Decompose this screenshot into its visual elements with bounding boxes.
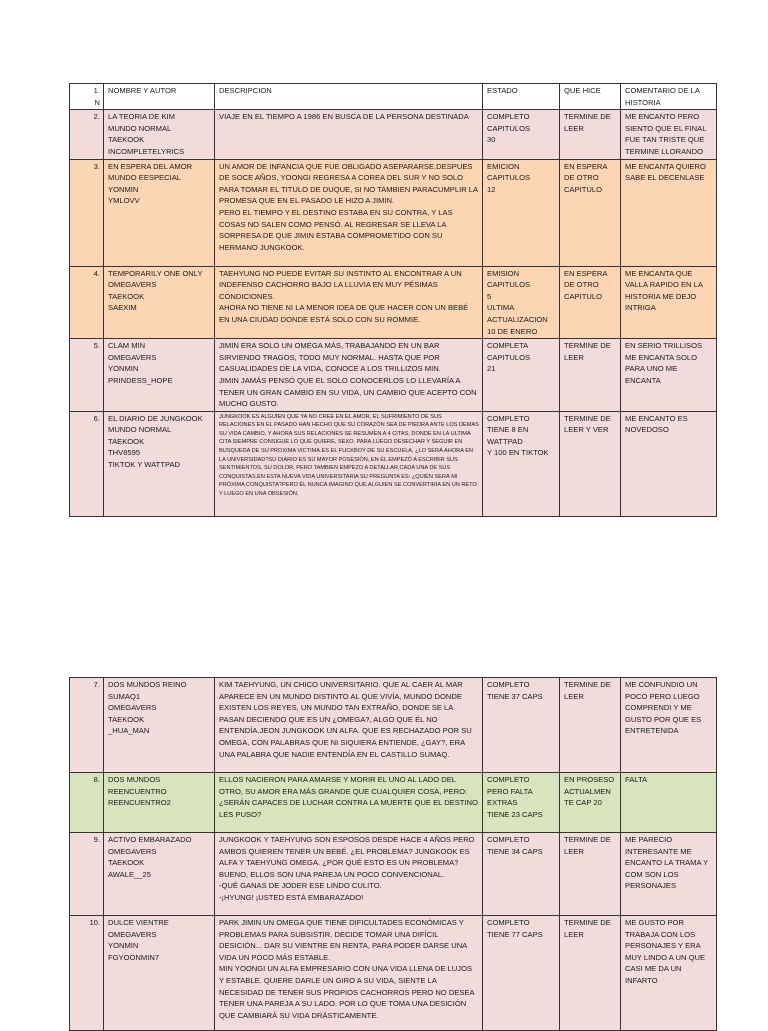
reading-action: TERMINE DE LEER [560, 339, 621, 412]
row-number: 9. [70, 833, 104, 916]
story-name-author: DOS MUNDOS REENCUENTRO REENCUENTRO2 [104, 773, 215, 833]
reading-action: TERMINE DE LEER Y VER [560, 411, 621, 516]
story-comment: FALTA [621, 773, 717, 833]
table-row [70, 773, 717, 833]
row-number: 5. [70, 339, 104, 412]
story-comment: ME ENCANTO PERO SIENTO QUE EL FINAL FUE TAN TRISTE QUE TERMINE LLORANDO [621, 110, 717, 159]
story-name-author-text: LA TEORIA DE KIM MUNDO NORMAL TAEKOOK INCOMPLETELYRICS [108, 112, 185, 156]
story-description: JIMIN ERA SOLO UN OMEGA MÁS, TRABAJANDO EN UN BAR SIRVIENDO TRAGOS, TODO MUY NORMAL. HASTA QUE POR CASUALIDADES DE LA VIDA, CONOCE A LOS TRILLIZOS MIN. JIMIN JAMÁS PENSÓ QUE EL SOLO CONOCERLOS LO LLEVARÍA A TENER UN GRAN CAMBIO EN SU VIDA, UN CAMBIO QUE ACEPTO CON MUCHO GUSTO. [215, 339, 483, 412]
story-description: ELLOS NACIERON PARA AMARSE Y MORIR EL UNO AL LADO DEL OTRO, SU AMOR ERA MÁS GRANDE QUE CUALQUIER COSA, PERO: ¿SERÁN CAPACES DE LUCHAR CONTRA LA MUERTE QUE EL DESTINO LES PUSO? [215, 773, 483, 833]
reading-action: TERMINE DE LEER [560, 916, 621, 1031]
story-status: COMPLETO TIENE 77 CAPS [483, 916, 560, 1031]
row-number: 4. [70, 266, 104, 339]
row-number: 7. [70, 678, 104, 773]
story-description: TAEHYUNG NO PUEDE EVITAR SU INSTINTO AL ENCONTRAR A UN INDEFENSO CACHORRO BAJO LA LLUVIA EN MUY PÉSIMAS CONDICIONES. AHORA NO TIENE NI LA MENOR IDEA DE QUE HACER CON UN BEBÉ EN UNA CIUDAD DONDE ESTÁ SOLO CON SU ROMMIE. [215, 266, 483, 339]
table-row [70, 916, 717, 1031]
story-status: EMICION CAPITULOS 12 [483, 159, 560, 266]
header-comentario: COMENTARIO DE LA HISTORIA [621, 84, 717, 110]
table-row [70, 411, 717, 516]
table-row [70, 339, 717, 412]
story-comment: ME CONFUNDIO UN POCO PERO LUEGO COMPRENDI Y ME GUSTO POR QUE ES ENTRETENIDA [621, 678, 717, 773]
story-comment: EN SERIO TRILLISOS ME ENCANTA SOLO PARA UNO ME ENCANTA [621, 339, 717, 412]
table-row [70, 159, 717, 266]
header-descripcion: DESCRIPCION [215, 84, 483, 110]
story-name-author: TEMPORARILY ONE ONLY OMEGAVERS TAEKOOK SAEXIM [104, 266, 215, 339]
story-name-author: CLAM MIN OMEGAVERS YONMIN PRINDESS_HOPE [104, 339, 215, 412]
table-header-row [70, 84, 717, 110]
story-description: JUNGKOOK Y TAEHYUNG SON ESPOSOS DESDE HACE 4 AÑOS PERO AMBOS QUIEREN TENER UN BEBÉ. ¿EL PROBLEMA? JUNGKOOK ES ALFA Y TAEHYUNG OMEGA. ¿POR QUÉ ESTO ES UN PROBLEMA? BUENO, ELLOS SON UNA PAREJA UN POCO CONVENCIONAL. -QUÉ GANAS DE JODER ESE LINDO CULITO. -¡HYUNG! ¡USTED ESTÁ EMBARAZADO! [215, 833, 483, 916]
row-number: 10. [70, 916, 104, 1031]
story-status: EMISION CAPITULOS 5 ULTIMA ACTUALIZACION 10 DE ENERO [483, 266, 560, 339]
story-name-author [104, 110, 215, 159]
table-row [70, 266, 717, 339]
reading-log-table-2 [69, 677, 717, 1031]
story-comment: ME ENCANTA QUIERO SABE EL DECENLASE [621, 159, 717, 266]
table-row [70, 110, 717, 159]
story-name-author: DULCE VIENTRE OMEGAVERS YONMIN FGYOONMIN7 [104, 916, 215, 1031]
story-status: COMPLETO TIENE 37 CAPS [483, 678, 560, 773]
reading-log-table-1 [69, 83, 717, 517]
reading-action: EN ESPERA DE OTRO CAPITULO [560, 159, 621, 266]
reading-action: TERMINE DE LEER [560, 110, 621, 159]
table-row [70, 678, 717, 773]
story-description: JUNGKOOK ES ALGUIEN QUE YA NO CREE EN EL AMOR, EL SUFRIMIENTO DE SUS RELACIONES EN EL PASADO HAN HECHO QUE SU CORAZÓN SEA DE PIEDRA ANTE LOS DEMAS SU VIDA CAMBIO, Y AHORA SUS RELACIONES SE RESUMEN A 4 CITAS, DONDE EN LA ULTIMA CITA SIEMPRE CONSIGUE LO QUE QUIERE, SEXO. PARA LUEGO DESECHAR Y SEGUIR EN BUSQUEDA DE SU PROXIMA VICTIMA.ES EL FUCKBOY DE SU ESCUELA, ¿LO SERÁ AHORA EN LA UNIVERSIDAD?SU DIARIO ES SU MAYOR POSESIÓN, EN ÉL EMPEZÓ A ESCRIBIR SUS SENTIMIENTOS, SU DOLOR, PERO TAMBIEN EMPEZO A DETALLAR CADA UNA DE SUS CONQUISTAS.EN ESTA NUEVA VIDA UNIVERSITARIA SU PREGUNTA ES: ¿QUIÉN SERÁ MI PRÓXIMA CONQUISTA?PERO ÉL NUNCA IMAGINO QUE ALGUIEN SE CONVERTIRÍA EN UN RETO Y LUEGO EN UNA OBSESIÓN. [215, 411, 483, 516]
row-number: 2. [70, 110, 104, 159]
reading-action: TERMINE DE LEER [560, 678, 621, 773]
header-estado: ESTADO [483, 84, 560, 110]
reading-action: EN PROSESO ACTUALMEN TE CAP 20 [560, 773, 621, 833]
table-row [70, 833, 717, 916]
story-description: KIM TAEHYUNG, UN CHICO UNIVERSITARIO. QUE AL CAER AL MAR APARECE EN UN MUNDO DISTINTO AL QUE VIVÍA, MUNDO DONDE EXISTEN LOS REYES, UN MUNDO TAN EXTRAÑO, DONDE SE LA PASAN DECIENDO QUE ES UN ¿OMEGA?, ALGO QUE ÉL NO ENTENDÍA.JEON JUNGKOOK UN ALFA. QUE ES RECHAZADO POR SU OMEGA, CON PALABRAS QUE NI SIQUIERA ENTIENDE, ¿GAY?, ERA UNA PALABRA QUE NADIE ENTENDÍA EN EL CASTILLO SUMAQ. [215, 678, 483, 773]
story-name-author: EN ESPERA DEL AMOR MUNDO EESPECIAL YONMIN YMLOVV [104, 159, 215, 266]
story-status: COMPLETO PERO FALTA EXTRAS TIENE 23 CAPS [483, 773, 560, 833]
story-description: PARK JIMIN UN OMEGA QUE TIENE DIFICULTADES ECONÓMICAS Y PROBLEMAS PARA SUBSISTIR. DECIDE TOMAR UNA DIFÍCIL DESICIÓN... DAR SU VIENTRE EN RENTA, PARA PODER DARSE UNA VIDA UN POCO MÁS ESTABLE. MIN YOONGI UN ALFA EMPRESARIO CON UNA VIDA LLENA DE LUJOS Y ESTABLE. QUIERE DARLE UN GIRO A SU VIDA, SIENTE LA NECESIDAD DE TENER SUS PROPIOS CACHORROS PERO NO DESEA TENER UNA PAREJA A SU LADO. POR LO QUE TOMA UNA DESICIÓN QUE CAMBIARÁ SU VIDA DRÁSTICAMENTE. [215, 916, 483, 1031]
header-nombre-autor: NOMBRE Y AUTOR [104, 84, 215, 110]
story-name-author: EL DIARIO DE JUNGKOOK MUNDO NORMAL TAEKOOK THV8595 TIKTOK Y WATTPAD [104, 411, 215, 516]
story-status: COMPLETO CAPITULOS 30 [483, 110, 560, 159]
reading-action: EN ESPERA DE OTRO CAPITULO [560, 266, 621, 339]
story-description: UN AMOR DE INFANCIA QUE FUE OBLIGADO ASEPARARSE.DESPUES DE SOCE AÑOS, YOONGI REGRESA A COREA DEL SUR Y NO SOLO PARA TOMAR EL TITULO DE DUQUE, SI NO TAMBIEN PARACUMPLIR LA PROMESA QUE EN EL PASADO LE HIZO A JIMIN. PERO EL TIEMPO Y EL DESTINO ESTABA EN SU CONTRA, Y LAS COSAS NO SALEN COMO PENSÓ. AL REGRESAR SE LLEVA LA SORPRESA DE QUE JIMIN ESTABA COMPROMETIDO CON SU HERMANO JUNGKOOK. [215, 159, 483, 266]
row-number: 3. [70, 159, 104, 266]
story-comment: ME ENCANTA QUE VALLA RAPIDO EN LA HISTORIA ME DEJO INTRIGA [621, 266, 717, 339]
header-number: 1. N [70, 84, 104, 110]
story-name-author: ACTIVO EMBARAZADO OMEGAVERS TAEKOOK AWALE__25 [104, 833, 215, 916]
row-number: 6. [70, 411, 104, 516]
story-status: COMPLETA CAPITULOS 21 [483, 339, 560, 412]
story-comment: ME PARECIO INTERESANTE ME ENCANTO LA TRAMA Y COM SON LOS PERSONAJES [621, 833, 717, 916]
story-comment: ME GUSTO POR TRABAJA CON LOS PERSONAJES Y ERA MUY LINDO A UN QUE CASI ME DA UN INFARTO [621, 916, 717, 1031]
row-number: 8. [70, 773, 104, 833]
story-status: COMPLETO TIENE 8 EN WATTPAD Y 100 EN TIKTOK [483, 411, 560, 516]
reading-action: TERMINE DE LEER [560, 833, 621, 916]
story-description: VIAJE EN EL TIEMPO A 1986 EN BUSCA DE LA PERSONA DESTINADA [215, 110, 483, 159]
story-status: COMPLETO TIENE 34 CAPS [483, 833, 560, 916]
story-name-author: DOS MUNDOS REINO SUMAQ1 OMEGAVERS TAEKOOK _HUA_MAN [104, 678, 215, 773]
header-que-hice: QUE HICE [560, 84, 621, 110]
story-comment: ME ENCANTO ES NOVEDOSO [621, 411, 717, 516]
